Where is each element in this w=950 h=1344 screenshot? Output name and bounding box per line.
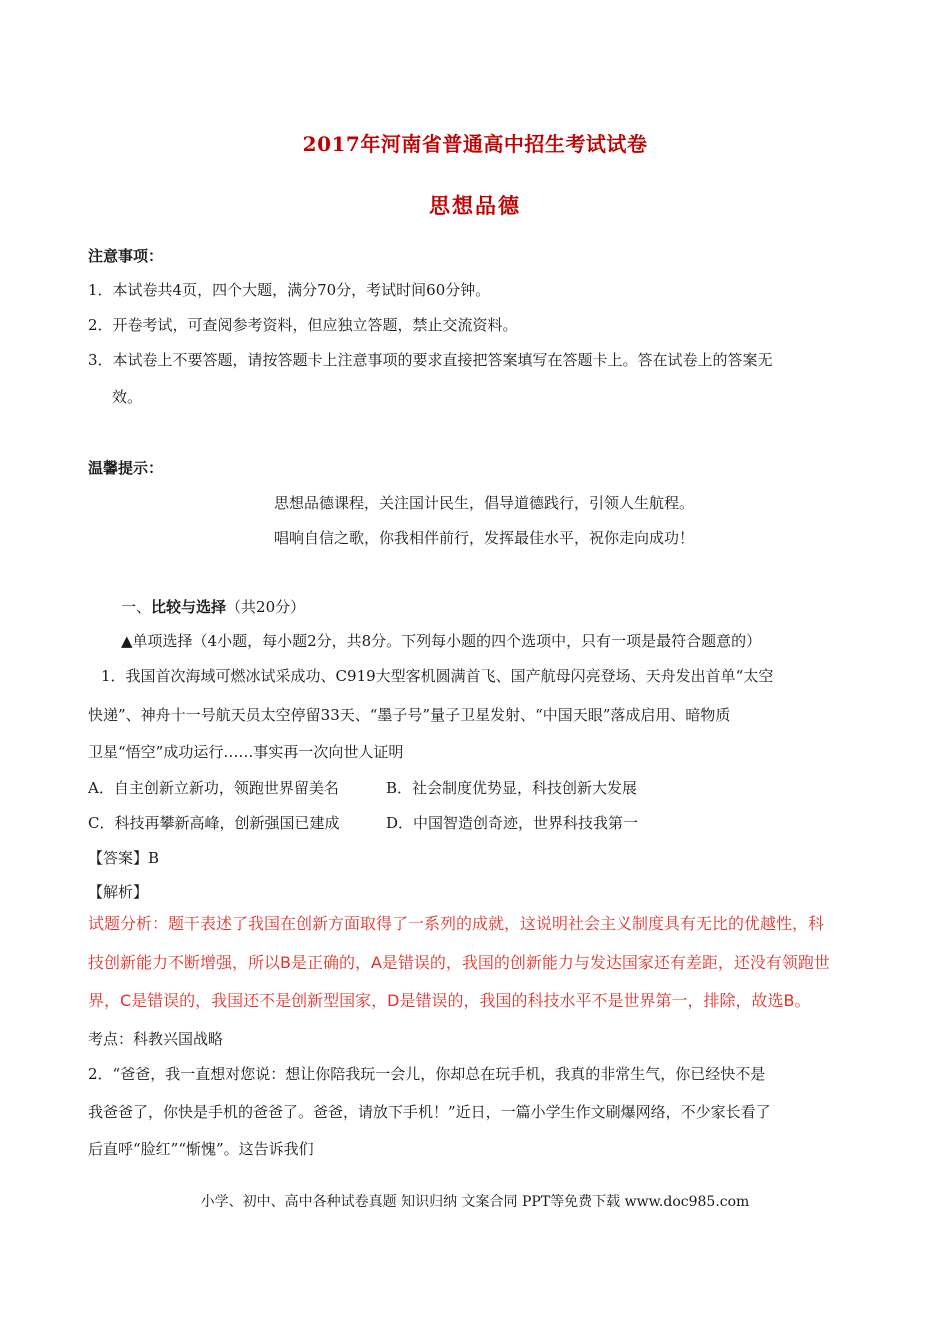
question-line: 2．“爸爸，我一直想对您说：想让你陪我玩一会儿，你却总在玩手机，我真的非常生气，你已经快不是 [88, 1065, 766, 1083]
section-heading-suffix: （共20分） [226, 598, 306, 616]
note-item: 1．本试卷共4页，四个大题，满分70分，考试时间60分钟。 [88, 281, 491, 299]
question-line: 1．我国首次海域可燃冰试采成功、C919大型客机圆满首飞、国产航母闪亮登场、天舟发出首单“太空 [101, 667, 774, 685]
option-b: B．社会制度优势显，科技创新大发展 [386, 779, 638, 797]
tips-heading: 温馨提示： [88, 459, 164, 477]
section-instruction: ▲单项选择（4小题，每小题2分，共8分。下列每小题的四个选项中，只有一项是最符合题意的） [121, 632, 762, 650]
section-heading-bold: 比较与选择 [151, 598, 227, 616]
note-item: 3．本试卷上不要答题，请按答题卡上注意事项的要求直接把答案填写在答题卡上。答在试卷上的答案无 [88, 351, 773, 369]
exam-title: 2017年河南省普通高中招生考试试卷 [302, 132, 648, 156]
note-item: 2．开卷考试，可查阅参考资料，但应独立答题，禁止交流资料。 [88, 316, 518, 334]
kaodian: 考点：科教兴国战略 [88, 1030, 224, 1048]
analysis-line: 试题分析：题干表述了我国在创新方面取得了一系列的成就，这说明社会主义制度具有无比的优越性，科 [88, 914, 825, 933]
notes-heading: 注意事项： [88, 247, 164, 265]
question-line: 快递”、神舟十一号航天员太空停留33天、“墨子号”量子卫星发射、“中国天眼”落成启用、暗物质 [88, 706, 731, 724]
question-line: 卫星“悟空”成功运行……事实再一次向世人证明 [88, 743, 404, 761]
question-line: 后直呼“脸红”“惭愧”。这告诉我们 [88, 1140, 314, 1158]
note-item: 效。 [112, 388, 143, 406]
footer-text: 小学、初中、高中各种试卷真题 知识归纳 文案合同 PPT等免费下载 www.doc985.com [200, 1194, 750, 1210]
answer: 【答案】B [88, 849, 160, 867]
tip-line: 思想品德课程，关注国计民生，倡导道德践行，引领人生航程。 [274, 494, 695, 512]
section-heading [121, 597, 305, 617]
analysis-line: 界，C是错误的，我国还不是创新型国家，D是错误的，我国的科技水平不是世界第一，排除，故选B。 [88, 991, 811, 1010]
option-a: A．自主创新立新功，领跑世界留美名 [88, 779, 339, 797]
analysis-label: 【解析】 [88, 883, 149, 901]
tip-line: 唱响自信之歌，你我相伴前行，发挥最佳水平，祝你走向成功！ [274, 529, 695, 547]
option-d: D．中国智造创奇迹，世界科技我第一 [386, 814, 639, 832]
analysis-line: 技创新能力不断增强，所以B是正确的，A是错误的，我国的创新能力与发达国家还有差距，还没有领跑世 [88, 953, 830, 972]
subject-title: 思想品德 [429, 193, 521, 218]
question-line: 我爸爸了，你快是手机的爸爸了。爸爸，请放下手机！”近日，一篇小学生作文刷爆网络，不少家长看了 [88, 1103, 771, 1121]
section-heading-prefix: 一、 [121, 598, 152, 616]
option-c: C．科技再攀新高峰，创新强国已建成 [88, 814, 340, 832]
